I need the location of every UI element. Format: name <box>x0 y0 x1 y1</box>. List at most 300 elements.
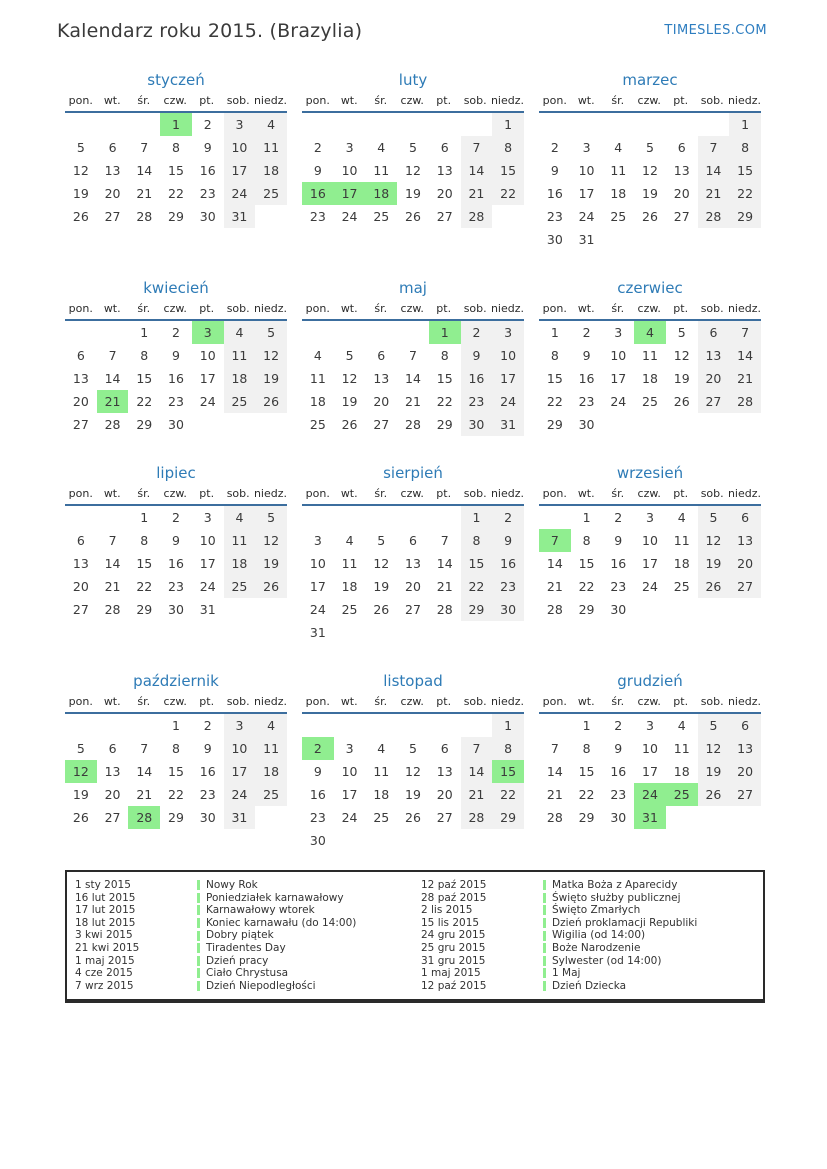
day-header: niedz. <box>490 487 524 500</box>
day-cell: 17 <box>578 186 595 201</box>
day-cell: 17 <box>642 764 658 779</box>
day-header: czw. <box>163 302 187 315</box>
day-cell: 19 <box>405 186 421 201</box>
day-cell-empty <box>602 113 634 136</box>
months-grid <box>65 70 761 852</box>
holiday-marker-icon <box>543 880 546 890</box>
day-cell: 22 <box>546 394 563 409</box>
day-cell: 16 <box>492 552 524 575</box>
holiday-marker-icon <box>197 893 200 903</box>
day-header: wt. <box>103 695 121 708</box>
day-headers-row <box>302 302 524 321</box>
day-header: wt. <box>340 94 358 107</box>
day-cell: 12 <box>255 344 287 367</box>
day-cell: 17 <box>334 182 366 205</box>
day-cell: 12 <box>65 760 97 783</box>
day-cell: 31 <box>492 413 524 436</box>
day-cell: 24 <box>341 209 358 224</box>
legend-column <box>67 879 413 992</box>
day-cell: 27 <box>72 602 89 617</box>
day-cell: 23 <box>492 575 524 598</box>
day-cell: 2 <box>203 117 212 132</box>
day-cell: 3 <box>224 714 256 737</box>
day-cell: 21 <box>546 579 563 594</box>
week-row <box>65 344 287 367</box>
day-cell: 19 <box>373 579 390 594</box>
day-cell: 16 <box>578 371 595 386</box>
day-cell-empty <box>65 714 97 737</box>
holiday-marker-icon <box>197 931 200 941</box>
day-cell: 9 <box>492 529 524 552</box>
day-cell: 25 <box>373 810 390 825</box>
day-cell: 26 <box>698 575 730 598</box>
day-header: czw. <box>163 695 187 708</box>
day-cell: 18 <box>642 371 658 386</box>
day-cell: 16 <box>199 163 216 178</box>
legend-date: 31 gru 2015 <box>421 954 486 967</box>
day-header: niedz. <box>253 487 287 500</box>
day-cell: 29 <box>168 810 184 825</box>
day-cell-empty <box>429 506 461 529</box>
day-cell: 13 <box>436 764 453 779</box>
day-cell: 15 <box>578 556 595 571</box>
day-header: wt. <box>103 302 121 315</box>
day-cell: 23 <box>309 810 326 825</box>
day-cell: 19 <box>341 394 358 409</box>
day-header: czw. <box>400 94 424 107</box>
day-cell: 8 <box>461 529 493 552</box>
day-cell: 21 <box>405 394 421 409</box>
week-row <box>65 760 287 783</box>
day-cell: 17 <box>309 579 326 594</box>
holiday-marker-icon <box>197 905 200 915</box>
page-header <box>0 0 827 42</box>
legend-holiday-label: Sylwester (od 14:00) <box>552 954 662 967</box>
day-cell: 19 <box>673 371 690 386</box>
month-title: luty <box>398 71 428 89</box>
day-cell: 25 <box>610 209 627 224</box>
day-cell: 11 <box>373 764 390 779</box>
legend-date: 15 lis 2015 <box>421 916 480 929</box>
legend-holiday-label: Dzień pracy <box>206 954 269 967</box>
day-cell: 3 <box>345 140 354 155</box>
day-cell: 25 <box>224 575 256 598</box>
day-cell: 10 <box>224 737 256 760</box>
holiday-marker-icon <box>543 905 546 915</box>
day-cell: 12 <box>698 737 730 760</box>
day-cell: 13 <box>698 344 730 367</box>
day-cell: 1 <box>172 718 180 733</box>
week-row <box>539 598 761 621</box>
day-cell: 2 <box>203 718 212 733</box>
day-header: pon. <box>305 94 330 107</box>
day-cell-empty <box>539 714 571 737</box>
day-cell: 21 <box>698 182 730 205</box>
day-cell: 21 <box>136 186 153 201</box>
day-cell: 28 <box>461 806 493 829</box>
day-cell: 9 <box>313 764 322 779</box>
week-row <box>302 390 524 413</box>
day-cell-empty <box>65 506 97 529</box>
day-header: pon. <box>68 695 93 708</box>
day-header: sob. <box>463 695 487 708</box>
legend-holiday-name <box>197 980 413 993</box>
day-cell: 11 <box>673 533 690 548</box>
day-cell: 9 <box>313 163 322 178</box>
day-cell-empty <box>97 321 129 344</box>
day-cell: 1 <box>729 113 761 136</box>
month-title: grudzień <box>617 672 683 690</box>
day-cell: 18 <box>373 787 390 802</box>
day-cell: 30 <box>578 417 595 432</box>
day-headers-row <box>65 302 287 321</box>
legend-holiday-name <box>197 942 413 955</box>
day-cell-empty <box>128 714 160 737</box>
day-cell: 27 <box>104 810 121 825</box>
day-cell: 20 <box>698 367 730 390</box>
week-row <box>302 806 524 829</box>
day-cell-empty <box>302 506 334 529</box>
day-cell: 30 <box>309 833 326 848</box>
week-row <box>302 575 524 598</box>
day-cell: 8 <box>550 348 559 363</box>
day-cell: 14 <box>104 556 121 571</box>
day-cell: 8 <box>492 737 524 760</box>
week-row <box>539 760 761 783</box>
day-header: pt. <box>199 695 215 708</box>
day-headers-row <box>539 487 761 506</box>
day-header: wt. <box>577 302 595 315</box>
week-row <box>302 760 524 783</box>
day-cell: 30 <box>610 602 627 617</box>
day-cell: 15 <box>546 371 563 386</box>
day-cell: 2 <box>550 140 559 155</box>
day-cell: 3 <box>192 321 224 344</box>
legend-date: 4 cze 2015 <box>75 967 133 980</box>
day-header: śr. <box>611 94 625 107</box>
day-cell: 31 <box>309 625 326 640</box>
day-cell: 22 <box>492 783 524 806</box>
day-headers-row <box>65 695 287 714</box>
page-title: Kalendarz roku 2015. (Brazylia) <box>57 20 363 42</box>
day-cell: 16 <box>546 186 563 201</box>
day-cell: 11 <box>255 737 287 760</box>
day-cell: 28 <box>128 806 160 829</box>
day-header: czw. <box>163 94 187 107</box>
day-cell: 6 <box>440 140 449 155</box>
day-header: niedz. <box>253 94 287 107</box>
day-headers-row <box>539 695 761 714</box>
site-link[interactable]: TIMESLES.COM <box>664 23 767 38</box>
holiday-marker-icon <box>543 943 546 953</box>
day-cell: 12 <box>255 529 287 552</box>
day-header: pon. <box>305 302 330 315</box>
month-title: listopad <box>383 672 443 690</box>
day-cell: 20 <box>673 186 690 201</box>
week-row <box>65 506 287 529</box>
week-row <box>539 506 761 529</box>
day-cell: 25 <box>642 394 658 409</box>
day-cell: 1 <box>461 506 493 529</box>
legend-holiday-name <box>543 929 759 942</box>
day-cell: 7 <box>108 533 117 548</box>
day-header: pt. <box>199 302 215 315</box>
day-cell: 5 <box>377 533 386 548</box>
day-cell: 9 <box>614 741 623 756</box>
day-cell: 7 <box>440 533 449 548</box>
day-cell: 12 <box>642 163 658 178</box>
day-header: śr. <box>374 302 388 315</box>
day-header: śr. <box>611 695 625 708</box>
day-cell: 30 <box>199 810 216 825</box>
day-cell: 10 <box>309 556 326 571</box>
day-cell-empty <box>666 228 698 251</box>
day-cell: 14 <box>436 556 453 571</box>
day-cell: 18 <box>673 764 690 779</box>
day-cell: 26 <box>255 575 287 598</box>
day-cell: 20 <box>405 579 421 594</box>
day-cell: 28 <box>546 602 563 617</box>
day-header: wt. <box>577 94 595 107</box>
day-cell-empty <box>224 413 256 436</box>
day-cell-empty <box>461 829 493 852</box>
day-cell: 27 <box>373 417 390 432</box>
day-cell: 18 <box>341 579 358 594</box>
day-cell: 22 <box>436 394 453 409</box>
day-cell: 12 <box>673 348 690 363</box>
day-header: sob. <box>463 302 487 315</box>
week-row <box>302 182 524 205</box>
day-header: czw. <box>400 302 424 315</box>
day-cell-empty <box>698 113 730 136</box>
day-header: pt. <box>436 487 452 500</box>
day-cell: 29 <box>136 602 153 617</box>
week-row <box>65 737 287 760</box>
month-czerwiec <box>539 278 761 436</box>
day-cell: 15 <box>168 163 184 178</box>
day-cell-empty <box>97 113 129 136</box>
day-cell: 4 <box>224 506 256 529</box>
day-cell: 26 <box>642 209 658 224</box>
day-header: pt. <box>199 94 215 107</box>
day-cell: 27 <box>436 209 453 224</box>
day-cell-empty <box>539 113 571 136</box>
week-row <box>302 529 524 552</box>
day-cell-empty <box>666 413 698 436</box>
day-cell: 24 <box>199 394 216 409</box>
week-row <box>302 783 524 806</box>
day-cell: 8 <box>492 136 524 159</box>
month-grudzień <box>539 671 761 829</box>
legend-holiday-label: Święto Zmarłych <box>552 904 641 917</box>
day-header: sob. <box>463 487 487 500</box>
legend-holiday-name <box>543 980 759 993</box>
legend-holiday-label: Boże Narodzenie <box>552 941 641 954</box>
day-cell: 13 <box>104 764 121 779</box>
legend-holiday-name <box>543 942 759 955</box>
day-cell: 4 <box>255 714 287 737</box>
month-title: sierpień <box>383 464 443 482</box>
day-cell: 1 <box>140 325 149 340</box>
day-header: sob. <box>226 695 250 708</box>
day-cell: 20 <box>436 787 453 802</box>
day-cell: 1 <box>550 325 559 340</box>
day-header: pon. <box>542 487 567 500</box>
day-cell: 30 <box>199 209 216 224</box>
day-header: niedz. <box>727 695 761 708</box>
week-row <box>302 737 524 760</box>
month-luty <box>302 70 524 228</box>
day-cell: 8 <box>172 741 180 756</box>
day-cell: 4 <box>677 718 686 733</box>
day-header: pt. <box>436 302 452 315</box>
day-header: pt. <box>199 487 215 500</box>
day-cell: 23 <box>168 394 184 409</box>
day-cell: 29 <box>578 602 595 617</box>
day-cell-empty <box>97 506 129 529</box>
day-cell: 28 <box>104 602 121 617</box>
month-lipiec <box>65 463 287 621</box>
day-headers-row <box>302 94 524 113</box>
week-row <box>302 367 524 390</box>
day-header: czw. <box>637 487 661 500</box>
day-cell: 26 <box>405 209 421 224</box>
day-cell: 24 <box>309 602 326 617</box>
day-cell-empty <box>666 598 698 621</box>
day-cell: 13 <box>405 556 421 571</box>
week-row <box>65 367 287 390</box>
day-cell: 1 <box>429 321 461 344</box>
day-cell: 31 <box>578 232 595 247</box>
month-title: wrzesień <box>616 464 684 482</box>
day-header: sob. <box>226 487 250 500</box>
day-cell: 13 <box>72 371 89 386</box>
day-header: pon. <box>542 302 567 315</box>
day-cell-empty <box>365 113 397 136</box>
day-cell-empty <box>666 113 698 136</box>
day-cell: 7 <box>140 741 149 756</box>
month-title: styczeń <box>147 71 205 89</box>
day-cell: 25 <box>255 783 287 806</box>
legend-holiday-label: Nowy Rok <box>206 879 258 891</box>
day-header: niedz. <box>490 94 524 107</box>
day-cell: 30 <box>168 417 184 432</box>
day-cell: 25 <box>255 182 287 205</box>
day-cell-empty <box>461 714 493 737</box>
day-cell: 23 <box>309 209 326 224</box>
day-cell: 12 <box>341 371 358 386</box>
day-cell: 11 <box>255 136 287 159</box>
day-cell: 25 <box>373 209 390 224</box>
day-cell: 17 <box>199 371 216 386</box>
week-row <box>65 113 287 136</box>
day-header: śr. <box>374 487 388 500</box>
day-cell: 11 <box>373 163 390 178</box>
day-cell: 10 <box>341 764 358 779</box>
week-row <box>302 552 524 575</box>
day-cell-empty <box>429 621 461 644</box>
day-cell-empty <box>302 714 334 737</box>
holiday-marker-icon <box>543 981 546 991</box>
day-cell: 7 <box>108 348 117 363</box>
day-cell: 23 <box>199 787 216 802</box>
day-cell: 22 <box>136 394 153 409</box>
day-header: niedz. <box>727 302 761 315</box>
day-header: pon. <box>68 487 93 500</box>
day-cell: 8 <box>582 741 591 756</box>
day-cell: 20 <box>373 394 390 409</box>
day-cell-empty <box>365 714 397 737</box>
day-cell-empty <box>634 413 666 436</box>
day-header: śr. <box>137 487 151 500</box>
day-cell: 12 <box>698 529 730 552</box>
day-cell: 14 <box>729 344 761 367</box>
day-cell: 9 <box>614 533 623 548</box>
week-row <box>65 159 287 182</box>
day-cell: 15 <box>136 556 153 571</box>
day-cell-empty <box>666 806 698 829</box>
day-cell: 22 <box>578 787 595 802</box>
day-cell: 15 <box>168 764 184 779</box>
holiday-marker-icon <box>197 918 200 928</box>
week-row <box>302 113 524 136</box>
day-cell: 8 <box>582 533 591 548</box>
day-cell: 5 <box>698 506 730 529</box>
day-cell-empty <box>65 113 97 136</box>
day-cell: 14 <box>104 371 121 386</box>
day-cell: 26 <box>673 394 690 409</box>
day-cell: 16 <box>302 182 334 205</box>
day-cell: 5 <box>345 348 354 363</box>
legend-holiday-label: Dobry piątek <box>206 929 274 942</box>
day-cell: 21 <box>461 783 493 806</box>
week-row <box>65 136 287 159</box>
day-cell-empty <box>429 829 461 852</box>
day-cell: 20 <box>72 579 89 594</box>
day-cell: 26 <box>255 390 287 413</box>
day-cell-empty <box>397 714 429 737</box>
day-header: czw. <box>637 94 661 107</box>
legend-holiday-label: Wigilia (od 14:00) <box>552 929 646 942</box>
day-cell: 20 <box>104 787 121 802</box>
day-cell: 12 <box>405 163 421 178</box>
day-cell: 11 <box>673 741 690 756</box>
day-cell: 28 <box>461 205 493 228</box>
week-row <box>302 714 524 737</box>
day-cell: 8 <box>440 348 449 363</box>
day-headers-row <box>302 695 524 714</box>
day-cell: 23 <box>546 209 563 224</box>
day-cell: 26 <box>341 417 358 432</box>
day-cell-empty <box>302 113 334 136</box>
day-cell: 30 <box>461 413 493 436</box>
day-cell-empty <box>397 113 429 136</box>
day-cell: 18 <box>673 556 690 571</box>
week-row <box>539 367 761 390</box>
day-cell: 27 <box>698 390 730 413</box>
day-cell: 19 <box>698 760 730 783</box>
day-cell: 6 <box>377 348 386 363</box>
day-cell-empty <box>334 621 366 644</box>
day-cell: 20 <box>104 186 121 201</box>
week-row <box>539 390 761 413</box>
day-cell-empty <box>255 806 287 829</box>
day-header: niedz. <box>253 302 287 315</box>
day-cell-empty <box>698 228 730 251</box>
day-cell: 25 <box>341 602 358 617</box>
legend-date: 24 gru 2015 <box>421 929 486 942</box>
day-cell-empty <box>634 598 666 621</box>
